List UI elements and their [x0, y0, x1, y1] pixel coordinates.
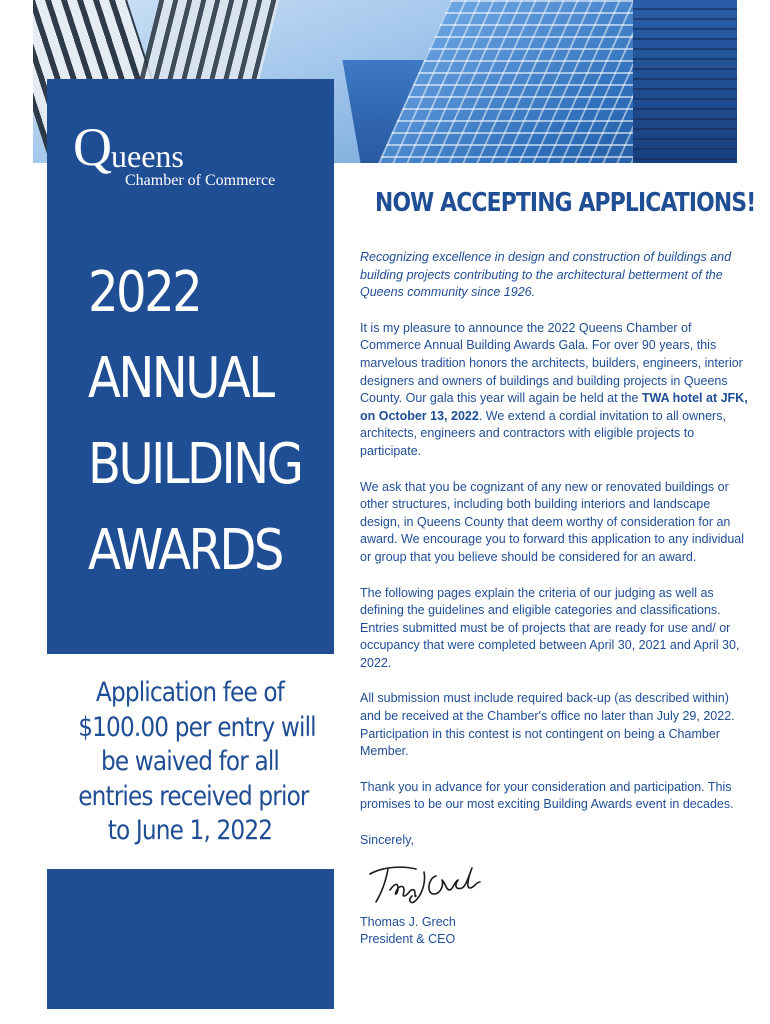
paragraph-criteria: The following pages explain the criteria of our judging as well as defining the guidelines and eligible categories and classifications. Entries submitted must be of projects that are ready for use and/ or occupancy that were completed between April 30, 2021 and April 30, 2022.	[360, 585, 740, 670]
logo-subtitle: Chamber of Commerce	[125, 172, 276, 189]
title-line-building: BUILDING	[88, 432, 302, 497]
handwritten-signature	[364, 860, 494, 906]
title-line-annual: ANNUAL	[88, 346, 273, 411]
title-line-awards: AWARDS	[88, 518, 282, 583]
bottom-panel	[47, 869, 334, 1009]
fee-line: Application fee of	[95, 677, 285, 708]
headline: NOW ACCEPTING APPLICATIONS!	[375, 188, 756, 218]
announcement-text: It is my pleasure to announce the 2022 Queens Chamber of Commerce Annual Building Awards Gala. For over 90 years, this marvelous tradition honors the architects, builders, engineers, interior designers and owners of buildings and building projects in Queens County. Our gala this year will again be held at the	[360, 320, 743, 406]
letter-body	[360, 249, 750, 949]
logo-word: ueens	[111, 138, 184, 174]
awards-title	[88, 250, 302, 594]
building-right-2	[633, 0, 737, 163]
fee-line: entries received prior	[78, 780, 309, 812]
title-line-year: 2022	[88, 260, 201, 325]
fee-line: be waived for all	[100, 746, 280, 777]
paragraph-nominations: We ask that you be cognizant of any new or renovated buildings or other structures, including both building interiors and landscape design, in Queens County that deem worthy of consideration for an award. We encourage you to forward this application to any individual or group that you believe should be considered for an award.	[360, 479, 745, 564]
chamber-logo	[73, 117, 323, 192]
closing: Sincerely,	[360, 833, 414, 848]
signer-title: President & CEO	[360, 932, 456, 947]
announcement-text-end: . We extend a cordial invitation to all owners, architects, engineers and contractors with eligible projects to participate.	[360, 408, 726, 458]
signer-name: Thomas J. Grech	[360, 914, 456, 929]
fee-line: to June 1, 2022	[107, 815, 273, 846]
paragraph-deadline: All submission must include required back-up (as described within) and be received at the Chamber's office no later than July 29, 2022. Participation in this contest is not contingent on being a Chamber Member.	[360, 691, 735, 759]
paragraph-thanks: Thank you in advance for your consideration and participation. This promises to be our most exciting Building Awards event in decades.	[360, 779, 734, 812]
logo-initial: Q	[73, 117, 112, 177]
fee-line: $100.00 per entry will	[78, 711, 316, 743]
fee-notice	[60, 676, 320, 849]
venue-date: TWA hotel at JFK, on October 13, 2022	[360, 391, 748, 423]
paragraph-announcement	[360, 320, 750, 461]
intro-paragraph: Recognizing excellence in design and construction of buildings and building projects contributing to the architectural betterment of the Queens community since 1926.	[360, 250, 732, 300]
